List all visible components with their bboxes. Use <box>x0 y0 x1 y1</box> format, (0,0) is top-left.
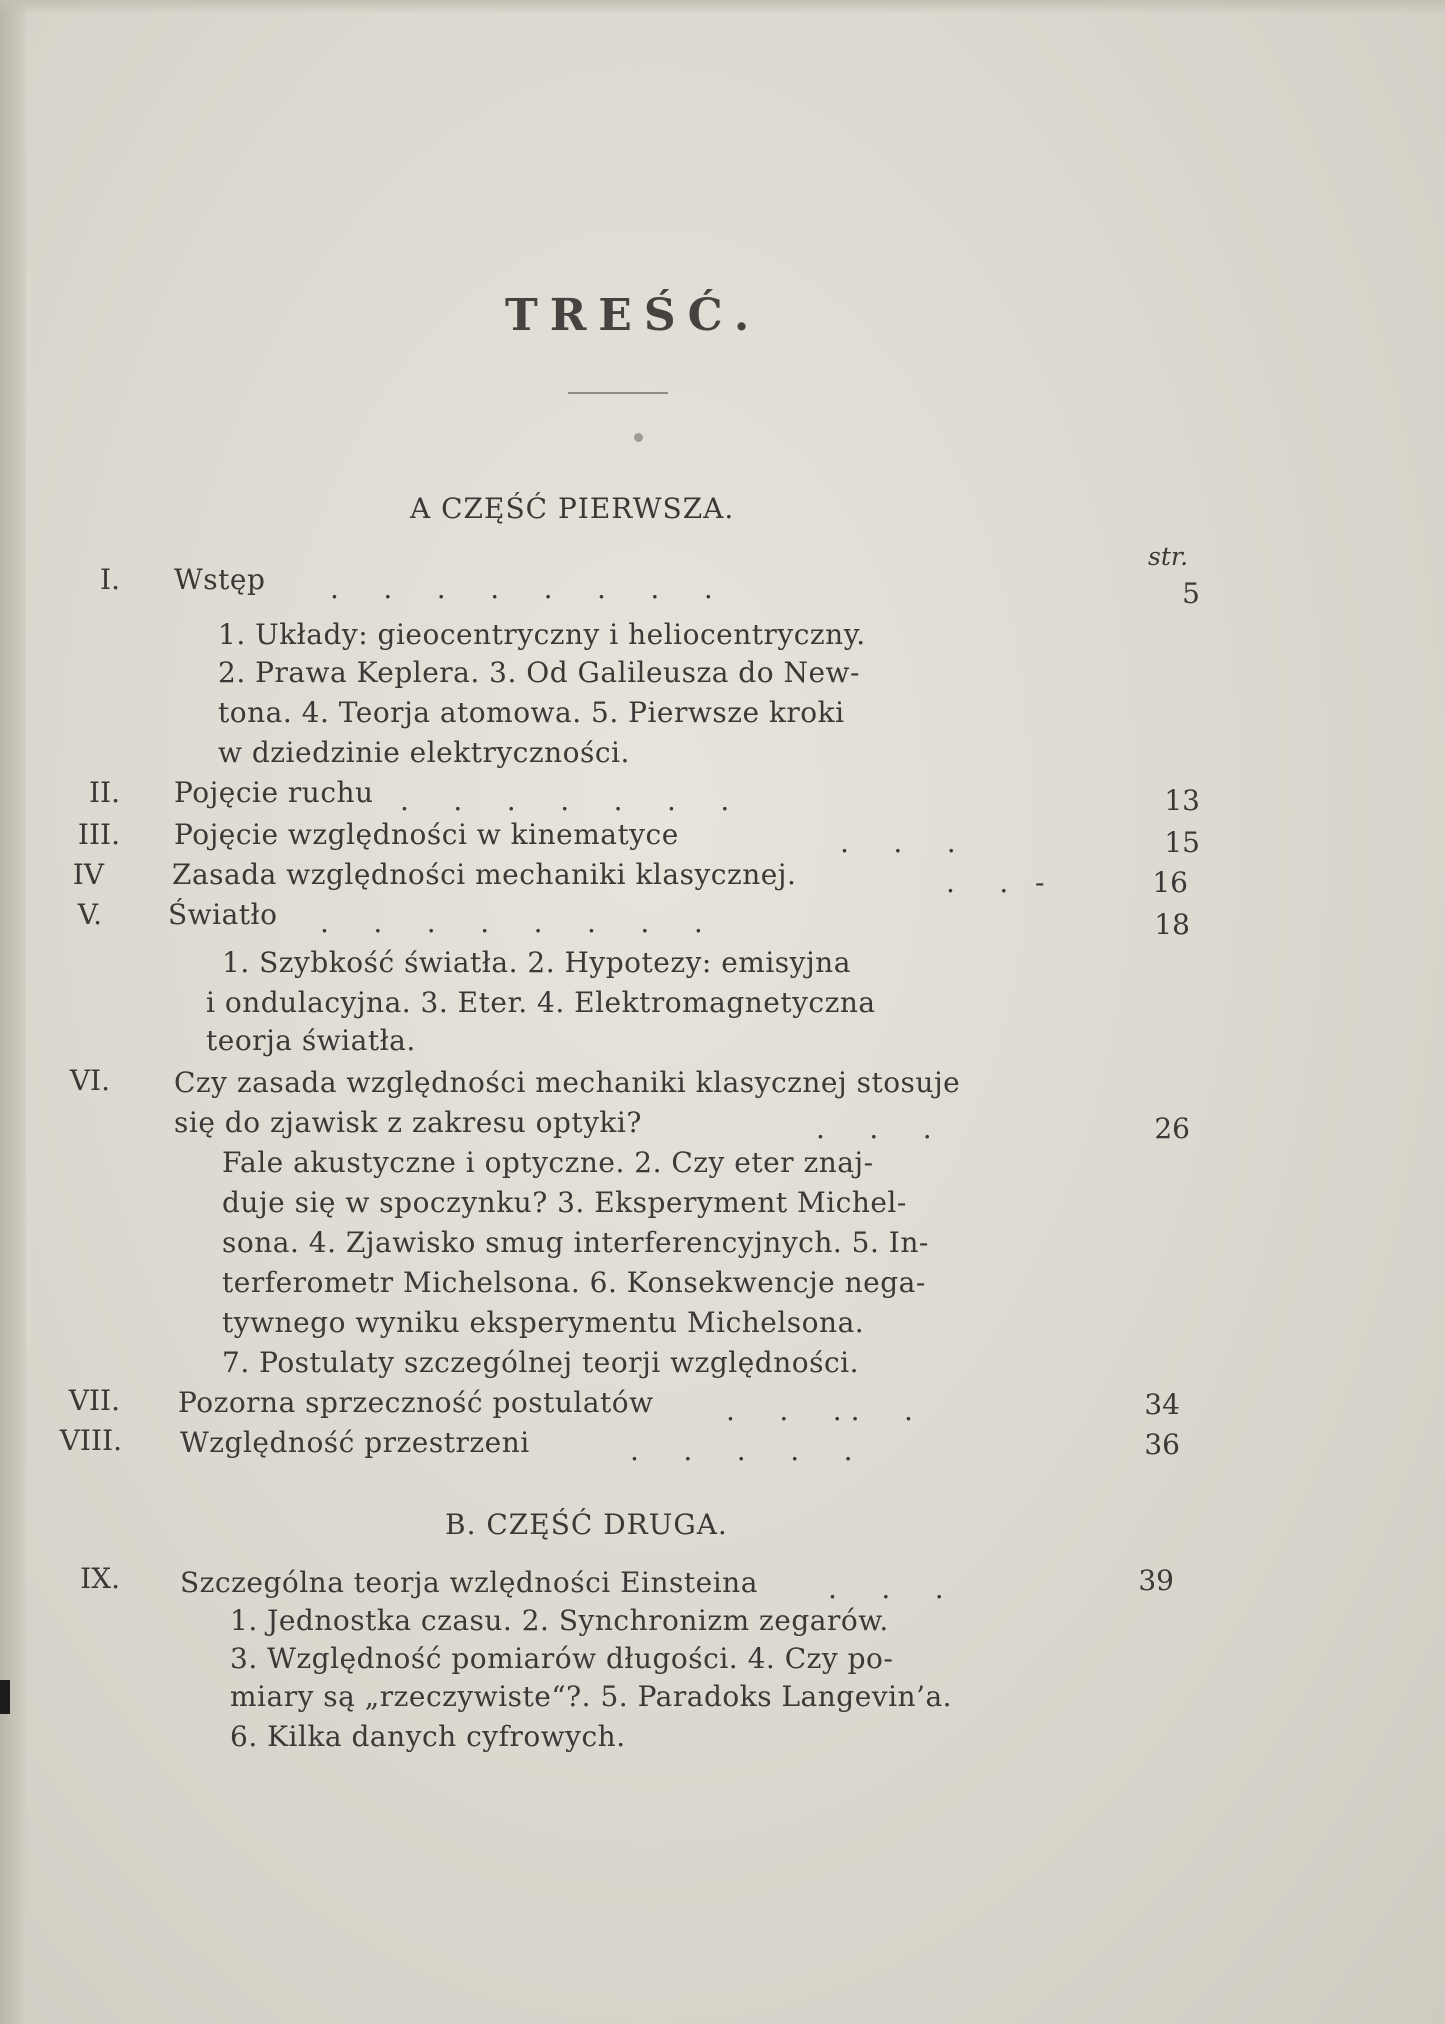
chapter-subtopics-line: duje się w spoczynku? 3. Eksperyment Michel- <box>222 1186 907 1219</box>
chapter-title: Pojęcie ruchu <box>174 776 374 809</box>
dot-leader: . . . <box>816 1112 932 1145</box>
chapter-subtopics-line: tona. 4. Teorja atomowa. 5. Pierwsze kroki <box>218 696 845 729</box>
chapter-subtopics-line: Fale akustyczne i optyczne. 2. Czy eter znaj- <box>222 1146 874 1179</box>
chapter-number: IV <box>72 858 104 891</box>
dot-leader: . . . . . . . . <box>330 572 713 605</box>
chapter-title-continued: się do zjawisk z zakresu optyki? <box>174 1106 642 1139</box>
chapter-title: Światło <box>168 898 278 931</box>
chapter-page: 15 <box>1164 826 1200 859</box>
dot-leader: . . . . . . . . <box>320 906 703 939</box>
chapter-subtopics-line: 1. Szybkość światła. 2. Hypotezy: emisyjna <box>222 946 851 979</box>
chapter-number: I. <box>100 563 120 596</box>
chapter-subtopics-line: 3. Względność pomiarów długości. 4. Czy po- <box>230 1642 894 1675</box>
part-heading-a: A CZĘŚĆ PIERWSZA. <box>410 492 735 525</box>
dot-leader: . . . . . <box>726 1394 913 1427</box>
page-title: TREŚĆ. <box>505 290 762 341</box>
part-heading-b: B. CZĘŚĆ DRUGA. <box>445 1508 728 1541</box>
chapter-number: VIII. <box>59 1424 122 1457</box>
chapter-page: 18 <box>1154 908 1190 941</box>
chapter-page: 34 <box>1144 1388 1180 1421</box>
chapter-page: 26 <box>1154 1112 1190 1145</box>
chapter-page: 39 <box>1138 1564 1174 1597</box>
chapter-title: Wstęp <box>174 563 266 596</box>
dot-leader: . . . <box>840 826 956 859</box>
chapter-subtopics-line: i ondulacyjna. 3. Eter. 4. Elektromagnetyczna <box>206 986 876 1019</box>
chapter-subtopics-line: 1. Jednostka czasu. 2. Synchronizm zegarów. <box>230 1604 889 1637</box>
chapter-number: VI. <box>69 1064 110 1097</box>
chapter-number: V. <box>77 898 102 931</box>
page-top-shadow <box>0 0 1445 14</box>
chapter-title: Szczególna teorja wzlędności Einsteina <box>180 1566 758 1599</box>
dot-leader: . . . . . <box>630 1434 853 1467</box>
chapter-page: 13 <box>1164 784 1200 817</box>
dot-leader: . . . . . . . <box>400 784 730 817</box>
chapter-page: 5 <box>1182 577 1200 610</box>
page-tab-mark <box>0 1680 10 1714</box>
chapter-number: II. <box>88 776 120 809</box>
dot-leader: . . . <box>828 1572 944 1605</box>
chapter-subtopics-line: miary są „rzeczywiste“?. 5. Paradoks Langevin’a. <box>230 1680 953 1713</box>
chapter-title: Czy zasada względności mechaniki klasycznej stosuje <box>174 1066 961 1099</box>
title-rule <box>568 392 668 394</box>
page-edge-shadow <box>0 0 26 2024</box>
chapter-subtopics-line: teorja światła. <box>206 1024 416 1057</box>
dot-leader: . . - <box>946 866 1045 899</box>
chapter-page: 16 <box>1152 866 1188 899</box>
chapter-number: VII. <box>68 1384 120 1417</box>
chapter-number: IX. <box>80 1562 120 1595</box>
chapter-title: Pojęcie względności w kinematyce <box>174 818 679 851</box>
chapter-title: Zasada względności mechaniki klasycznej. <box>172 858 797 891</box>
chapter-subtopics-line: 2. Prawa Keplera. 3. Od Galileusza do New- <box>218 656 860 689</box>
chapter-subtopics-line: w dziedzinie elektryczności. <box>218 736 630 769</box>
chapter-subtopics-line: 1. Układy: gieocentryczny i heliocentryczny. <box>218 618 866 651</box>
chapter-subtopics-line: sona. 4. Zjawisko smug interferencyjnych. 5. In- <box>222 1226 929 1259</box>
chapter-subtopics-line: 7. Postulaty szczególnej teorji względności. <box>222 1346 859 1379</box>
chapter-number: III. <box>77 818 120 851</box>
chapter-title: Pozorna sprzeczność postulatów <box>178 1386 654 1419</box>
chapter-subtopics-line: tywnego wyniku eksperymentu Michelsona. <box>222 1306 865 1339</box>
chapter-title: Względność przestrzeni <box>180 1426 530 1459</box>
chapter-subtopics-line: terferometr Michelsona. 6. Konsekwencje nega- <box>222 1266 926 1299</box>
page-column-label: str. <box>1148 542 1189 571</box>
ornament-dot <box>634 433 643 442</box>
chapter-page: 36 <box>1144 1428 1180 1461</box>
chapter-subtopics-line: 6. Kilka danych cyfrowych. <box>230 1720 626 1753</box>
